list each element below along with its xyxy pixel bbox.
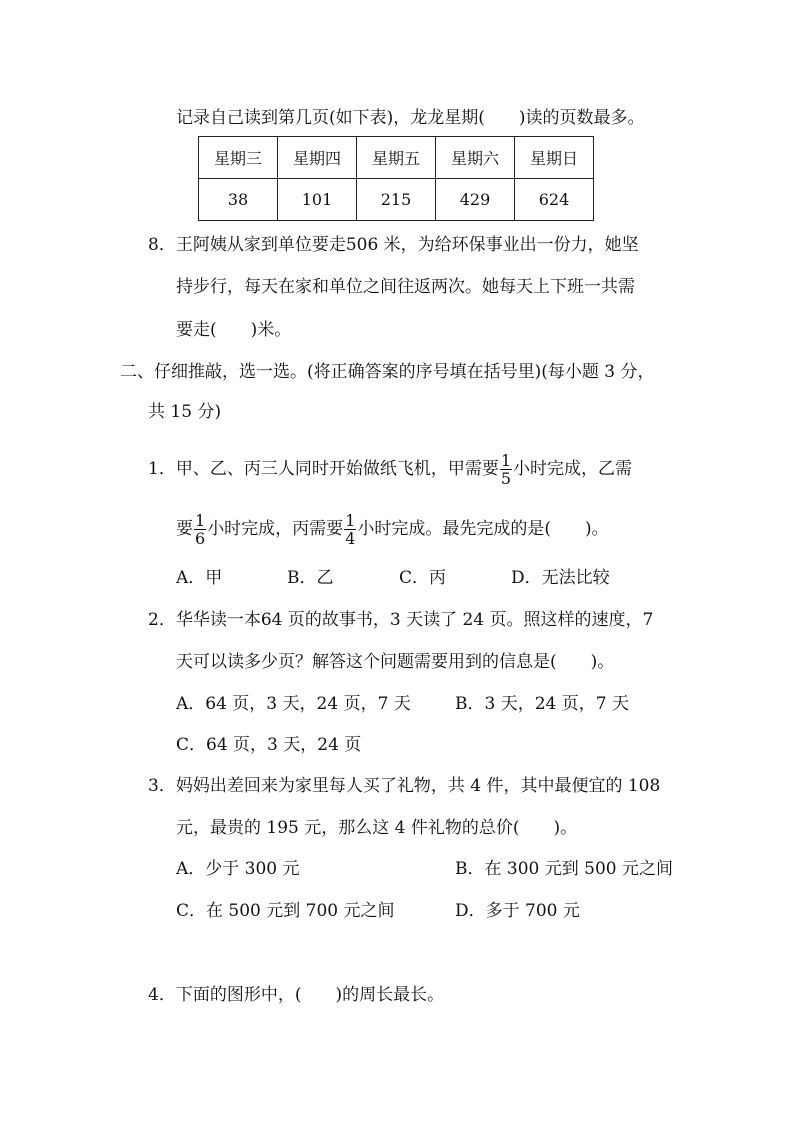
table-cell: 38: [199, 179, 278, 221]
table-cell: 429: [436, 179, 515, 221]
p2-option-c: C．64 页，3 天，24 页: [176, 735, 362, 755]
p3-option-d: D．多于 700 元: [455, 901, 580, 921]
p1-text-c: 要: [176, 519, 193, 539]
table-header-cell: 星期五: [357, 137, 436, 179]
table-cell: 215: [357, 179, 436, 221]
q8-line-1: 8．王阿姨从家到单位要走506 米，为给环保事业出一份力，她坚: [148, 235, 639, 255]
p1-option-d: D．无法比较: [511, 568, 610, 588]
table-header-cell: 星期日: [515, 137, 594, 179]
p2-option-b: B．3 天，24 页，7 天: [455, 694, 629, 714]
weekday-pages-table: [198, 136, 594, 221]
section2-heading-1: 二、仔细推敲，选一选。(将正确答案的序号填在括号里)(每小题 3 分，: [120, 362, 655, 382]
fraction-one-fourth: [344, 512, 356, 547]
p3-line-1: 3．妈妈出差回来为家里每人买了礼物，共 4 件，其中最便宜的 108: [148, 776, 661, 796]
p4-line-1: 4．下面的图形中，( )的周长最长。: [148, 985, 445, 1005]
table-header-row: [199, 137, 594, 179]
p1-text-e: 小时完成。最先完成的是( )。: [357, 519, 609, 539]
p1-line-1: [148, 452, 632, 487]
table-row: [199, 179, 594, 221]
p2-line-2: 天可以读多少页？解答这个问题需要用到的信息是( )。: [176, 652, 615, 672]
p3-option-b: B．在 300 元到 500 元之间: [455, 859, 674, 879]
fraction-numerator: 1: [345, 511, 356, 530]
p3-option-a: A．少于 300 元: [176, 859, 300, 879]
p1-option-b: B．乙: [287, 568, 334, 588]
p3-option-c: C．在 500 元到 700 元之间: [176, 901, 395, 921]
p1-line-2: [176, 512, 609, 547]
q7-text: 记录自己读到第几页(如下表)，龙龙星期( )读的页数最多。: [176, 108, 645, 128]
section2-heading-2: 共 15 分): [148, 402, 222, 422]
fraction-numerator: 1: [195, 511, 206, 530]
p1-text-a: 1．甲、乙、丙三人同时开始做纸飞机，甲需要: [148, 459, 499, 479]
fraction-one-sixth: [194, 512, 206, 547]
table-cell: 101: [278, 179, 357, 221]
fraction-one-fifth: [500, 452, 512, 487]
p2-option-a: A．64 页，3 天，24 页，7 天: [176, 694, 411, 714]
fraction-denominator: 4: [345, 529, 356, 548]
fraction-denominator: 5: [500, 469, 512, 488]
p2-line-1: 2．华华读一本64 页的故事书，3 天读了 24 页。照这样的速度，7: [148, 610, 654, 630]
fraction-numerator: 1: [500, 451, 512, 470]
q8-line-3: 要走( )米。: [176, 320, 292, 340]
q8-line-2: 持步行，每天在家和单位之间往返两次。她每天上下班一共需: [176, 277, 635, 297]
p1-option-a: A．甲: [176, 568, 223, 588]
table-header-cell: 星期四: [278, 137, 357, 179]
table-header-cell: 星期六: [436, 137, 515, 179]
table-header-cell: 星期三: [199, 137, 278, 179]
p1-text-b: 小时完成，乙需: [513, 459, 633, 479]
fraction-denominator: 6: [195, 529, 206, 548]
p1-text-d: 小时完成，丙需要: [207, 519, 344, 539]
table-cell: 624: [515, 179, 594, 221]
p3-line-2: 元，最贵的 195 元，那么这 4 件礼物的总价( )。: [176, 818, 578, 838]
p1-option-c: C．丙: [399, 568, 447, 588]
